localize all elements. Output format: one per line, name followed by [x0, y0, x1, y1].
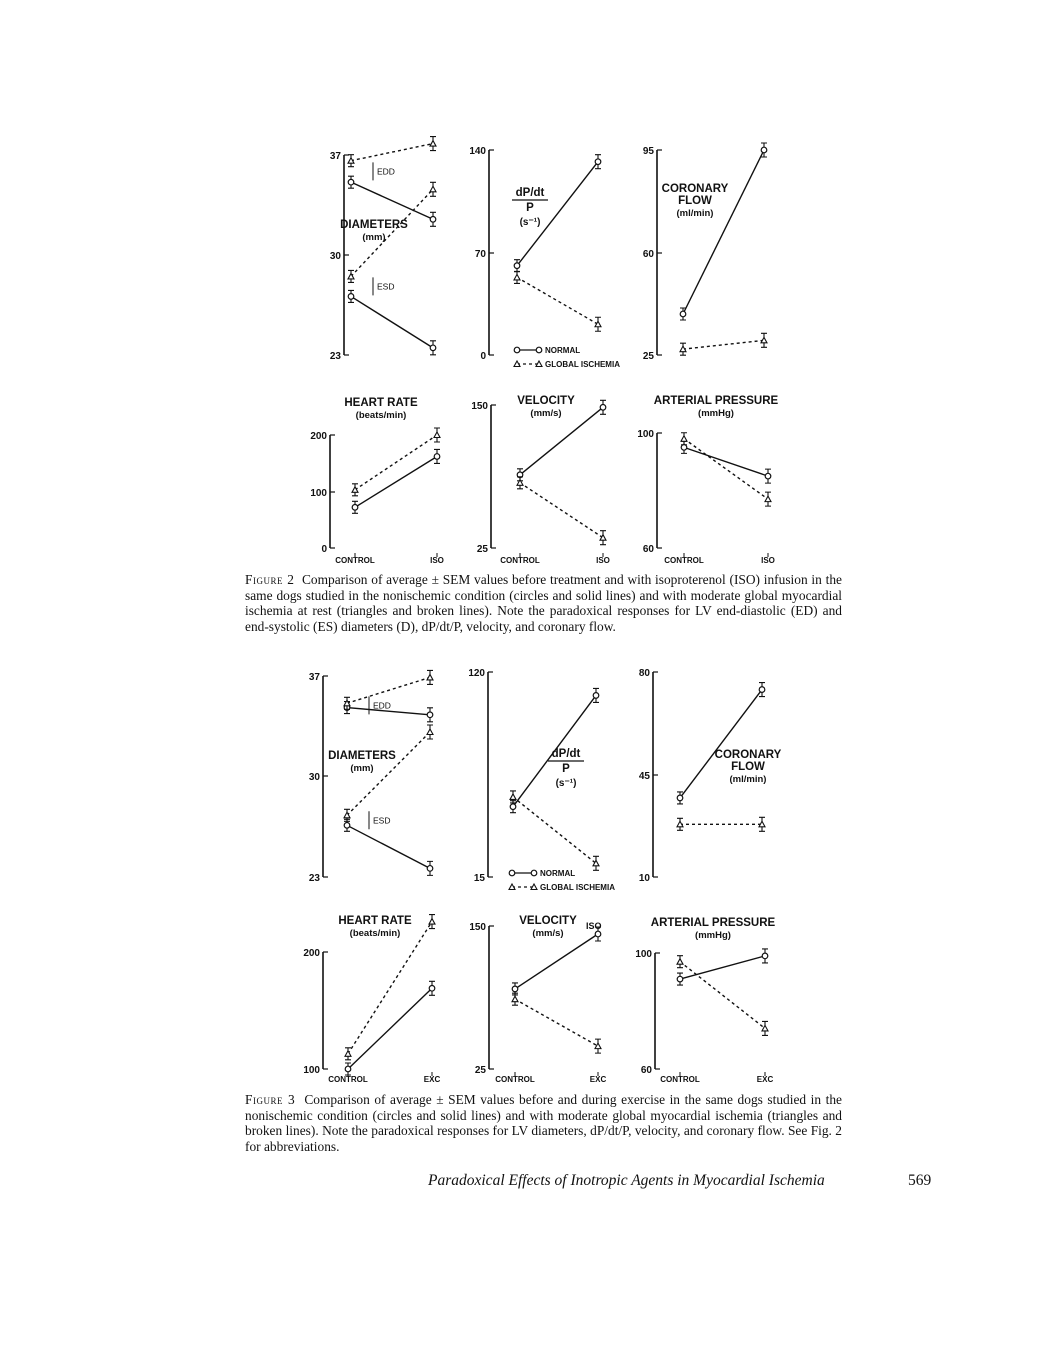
fig3-velocity-point — [595, 1043, 601, 1049]
fig2-diameters-title: DIAMETERS — [340, 219, 408, 231]
fig2-dpdt-legend-ischemia: GLOBAL ISCHEMIA — [545, 360, 620, 369]
fig2-arterial-x-label: ISO — [761, 556, 775, 565]
fig2-velocity-units: (mm/s) — [530, 408, 562, 419]
fig3-coronary-point — [759, 821, 765, 827]
fig3-velocity-point — [512, 996, 518, 1002]
fig2-coronary-title: CORONARY — [661, 183, 729, 195]
fig3-arterial-tick-label: 100 — [635, 949, 652, 960]
fig3-diameters-title: DIAMETERS — [328, 750, 396, 762]
fig3-diameters-point — [427, 866, 433, 872]
fig3-heart_rate-tick-label: 100 — [303, 1065, 320, 1076]
fig2-dpdt-point — [595, 159, 601, 165]
fig3-dpdt-point — [510, 794, 516, 800]
fig3-diameters-point — [427, 712, 433, 718]
fig2-dpdt-legend-circle — [536, 347, 542, 353]
fig2-dpdt-legend-triangle — [536, 361, 542, 367]
fig3-diameters-tick-label: 30 — [308, 772, 320, 783]
fig2-dpdt-tick-label: 0 — [480, 351, 486, 362]
fig2-diameters-tick-label: 23 — [329, 351, 341, 362]
fig2-heart_rate-title: HEART RATE — [344, 397, 418, 409]
fig3-diameters-point — [427, 729, 433, 735]
fig3-velocity-units: (mm/s) — [532, 928, 564, 939]
fig3-coronary-point — [677, 821, 683, 827]
fig2-velocity-point — [600, 404, 606, 410]
fig3-diameters-tick-label: 37 — [308, 672, 320, 683]
fig3-dpdt-point — [510, 804, 516, 810]
fig2-velocity-tick-label: 150 — [471, 401, 488, 412]
fig3-velocity-series-line — [515, 934, 598, 989]
fig3-arterial-x-label: EXC — [756, 1075, 774, 1084]
fig3-heart_rate-x-label: EXC — [423, 1075, 441, 1084]
fig2-velocity-x-label: ISO — [596, 556, 610, 565]
fig3-diameters-point — [344, 823, 350, 829]
fig3-heart_rate-point — [429, 919, 435, 925]
fig3-coronary-title: CORONARY — [714, 749, 782, 761]
fig3-arterial-series-line — [680, 962, 765, 1029]
fig3-arterial-title: ARTERIAL PRESSURE — [650, 917, 776, 929]
figure-2-caption — [245, 572, 842, 634]
fig3-velocity-point — [595, 931, 601, 937]
fig2-dpdt-title: dP/dt — [515, 187, 545, 199]
figure-2-caption-lead: Figure 2 — [245, 572, 295, 587]
fig2-dpdt-series-line — [517, 277, 598, 324]
fig2-coronary-series-line — [683, 150, 764, 314]
fig2-heart_rate-x-label: ISO — [430, 556, 444, 565]
figure-3-caption-lead: Figure 3 — [245, 1092, 296, 1107]
fig3-coronary-tick-label: 45 — [638, 771, 650, 782]
fig3-heart_rate-series-line — [348, 988, 432, 1069]
fig3-coronary-tick-label: 80 — [638, 668, 650, 679]
fig2-arterial-tick-label: 100 — [637, 429, 654, 440]
fig3-velocity-title-subscript: ISO — [586, 921, 602, 931]
fig2-heart_rate-x-label: CONTROL — [335, 556, 375, 565]
fig2-dpdt-point — [595, 321, 601, 327]
fig2-heart_rate-tick-label: 0 — [321, 544, 327, 555]
fig3-heart_rate-point — [429, 985, 435, 991]
fig2-diameters-esd-label: ESD — [377, 281, 395, 292]
fig2-velocity-x-label: CONTROL — [500, 556, 540, 565]
fig3-velocity-x-label: CONTROL — [495, 1075, 535, 1084]
fig3-arterial-x-label: CONTROL — [660, 1075, 700, 1084]
figure-3-caption-text: Comparison of average ± SEM values before and during exercise in the same dogs studied in the nonischemic condition (circles and solid lines) and with moderate global myocardial ischemia (triangles and broken lines). Note the paradoxical responses for LV diameters, dP/dt/P, velocity, and coronary flow. See Fig. 2 for abbreviations. — [245, 1092, 842, 1154]
fig2-coronary-point — [761, 337, 767, 343]
fig2-arterial-point — [765, 496, 771, 502]
fig3-diameters-esd-label: ESD — [373, 815, 391, 826]
figure-3-caption — [245, 1092, 842, 1154]
fig3-velocity-tick-label: 150 — [469, 922, 486, 933]
fig3-arterial-point — [677, 976, 683, 982]
fig2-diameters-tick-label: 37 — [329, 151, 341, 162]
fig3-dpdt-point — [593, 693, 599, 699]
fig3-diameters-units: (mm) — [350, 763, 374, 774]
fig2-diameters-units: (mm) — [362, 232, 386, 243]
fig3-dpdt-legend-triangle — [531, 884, 537, 890]
fig3-arterial-point — [677, 959, 683, 965]
fig3-heart_rate-x-label: CONTROL — [328, 1075, 368, 1084]
fig2-diameters-point — [430, 186, 436, 192]
fig2-arterial-point — [681, 445, 687, 451]
fig2-coronary-point — [680, 311, 686, 317]
fig2-coronary-tick-label: 60 — [642, 249, 654, 260]
fig2-diameters-point — [348, 179, 354, 185]
fig3-dpdt-tick-label: 15 — [473, 873, 485, 884]
fig3-diameters-series-line — [347, 825, 430, 868]
fig3-coronary-tick-label: 10 — [638, 873, 650, 884]
fig3-heart_rate-units: (beats/min) — [349, 928, 401, 939]
fig3-dpdt-title: dP/dt — [551, 748, 581, 760]
fig2-heart_rate-point — [434, 454, 440, 460]
fig3-dpdt-tick-label: 120 — [468, 668, 485, 679]
fig2-diameters-point — [430, 141, 436, 147]
fig3-diameters-point — [344, 812, 350, 818]
fig2-diameters-edd-label: EDD — [377, 166, 395, 177]
fig2-heart_rate-units: (beats/min) — [355, 410, 407, 421]
fig3-dpdt-legend-triangle — [509, 884, 515, 890]
fig2-diameters-point — [348, 158, 354, 164]
fig2-velocity-tick-label: 25 — [476, 544, 488, 555]
fig3-dpdt-legend-normal: NORMAL — [540, 869, 576, 878]
fig2-coronary-tick-label: 25 — [642, 351, 654, 362]
fig3-coronary-title-2: FLOW — [731, 761, 765, 773]
fig2-dpdt-legend-circle — [514, 347, 520, 353]
fig3-arterial-point — [762, 953, 768, 959]
fig2-velocity-title: VELOCITY — [517, 395, 575, 407]
page-number: 569 — [908, 1172, 932, 1189]
fig2-dpdt-tick-label: 70 — [474, 249, 486, 260]
fig2-arterial-title: ARTERIAL PRESSURE — [653, 395, 779, 407]
fig2-coronary-units: (ml/min) — [676, 208, 714, 219]
figure-2-caption-text: Comparison of average ± SEM values before treatment and with isoproterenol (ISO) infusion in the same dogs studied in the nonischemic condition (circles and solid lines) and with moderate global myocardial ischemia at rest (triangles and broken lines). Note the paradoxical responses for LV end-diastolic (ED) and end-systolic (ES) diameters (D), dP/dt/P, velocity, and coronary flow. — [245, 572, 842, 634]
fig2-dpdt-units: (s⁻¹) — [519, 217, 541, 228]
fig2-diameters-point — [430, 345, 436, 351]
fig2-diameters-point — [348, 273, 354, 279]
fig3-heart_rate-series-line — [348, 922, 432, 1054]
fig3-coronary-units: (ml/min) — [729, 774, 767, 785]
fig3-arterial-tick-label: 60 — [640, 1065, 652, 1076]
fig3-dpdt-fraction-denominator: P — [562, 763, 570, 775]
fig2-dpdt-fraction-denominator: P — [526, 202, 534, 214]
fig3-coronary-point — [759, 687, 765, 693]
fig3-diameters-series-line — [347, 677, 430, 703]
fig2-diameters-series-line — [351, 182, 433, 219]
fig2-heart_rate-tick-label: 200 — [310, 431, 327, 442]
fig3-dpdt-legend-ischemia: GLOBAL ISCHEMIA — [540, 883, 615, 892]
fig3-dpdt-series-line — [513, 797, 596, 863]
fig2-arterial-point — [765, 473, 771, 479]
fig2-heart_rate-point — [352, 505, 358, 511]
fig2-coronary-point — [680, 346, 686, 352]
fig2-diameters-series-line — [351, 296, 433, 347]
fig2-arterial-series-line — [684, 439, 768, 499]
fig2-coronary-series-line — [683, 340, 764, 349]
fig2-velocity-series-line — [520, 483, 603, 538]
fig2-diameters-series-line — [351, 144, 433, 161]
fig3-heart_rate-title: HEART RATE — [338, 915, 412, 927]
fig3-arterial-series-line — [680, 956, 765, 979]
fig3-velocity-tick-label: 25 — [474, 1065, 486, 1076]
fig3-diameters-edd-label: EDD — [373, 700, 391, 711]
fig3-dpdt-units: (s⁻¹) — [555, 778, 577, 789]
fig3-heart_rate-tick-label: 200 — [303, 948, 320, 959]
fig2-heart_rate-tick-label: 100 — [310, 488, 327, 499]
fig3-diameters-point — [427, 674, 433, 680]
fig2-dpdt-legend-triangle — [514, 361, 520, 367]
fig2-dpdt-point — [514, 263, 520, 269]
fig2-arterial-point — [681, 436, 687, 442]
fig3-velocity-series-line — [515, 999, 598, 1046]
fig2-coronary-title-2: FLOW — [678, 195, 712, 207]
fig2-coronary-point — [761, 147, 767, 153]
fig3-velocity-point — [512, 986, 518, 992]
fig2-coronary-tick-label: 95 — [642, 146, 654, 157]
fig2-diameters-point — [348, 294, 354, 300]
fig2-dpdt-tick-label: 140 — [469, 146, 486, 157]
fig3-arterial-point — [762, 1025, 768, 1031]
fig2-arterial-tick-label: 60 — [642, 544, 654, 555]
running-title: Paradoxical Effects of Inotropic Agents in Myocardial Ischemia — [428, 1172, 825, 1189]
fig3-velocity-x-label: EXC — [589, 1075, 607, 1084]
fig2-dpdt-point — [514, 274, 520, 280]
fig2-heart_rate-point — [434, 432, 440, 438]
fig3-velocity-title: VELOCITY — [519, 915, 577, 927]
fig3-dpdt-legend-circle — [531, 870, 537, 876]
fig3-diameters-tick-label: 23 — [308, 873, 320, 884]
fig3-heart_rate-point — [345, 1066, 351, 1072]
fig3-dpdt-legend-circle — [509, 870, 515, 876]
fig2-diameters-point — [430, 216, 436, 222]
fig3-coronary-point — [677, 795, 683, 801]
fig2-arterial-x-label: CONTROL — [664, 556, 704, 565]
fig2-arterial-series-line — [684, 447, 768, 476]
fig2-dpdt-legend-normal: NORMAL — [545, 346, 581, 355]
fig2-arterial-units: (mmHg) — [698, 408, 734, 419]
fig3-arterial-units: (mmHg) — [695, 930, 731, 941]
fig2-diameters-tick-label: 30 — [329, 251, 341, 262]
